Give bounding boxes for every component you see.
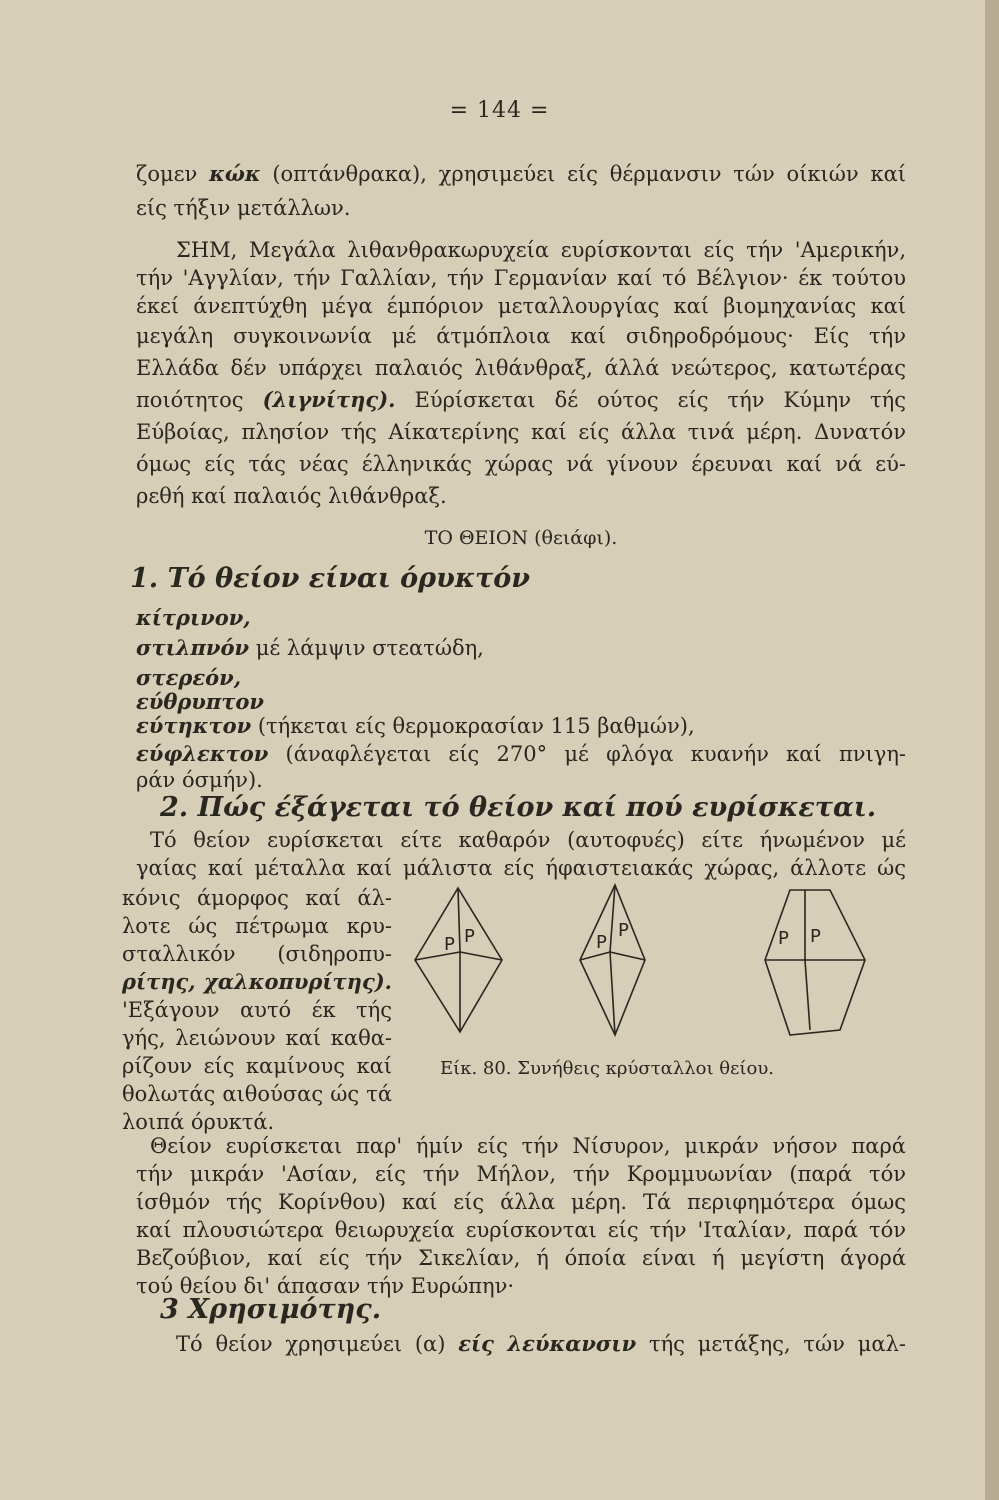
text-line: γής, λειώνουν καί καθα- bbox=[122, 1026, 392, 1050]
crystal-2-edge bbox=[610, 952, 645, 960]
property-line: εύτηκτον (τήκεται είς θερμοκρασίαν 115 βαθμών), bbox=[136, 713, 695, 738]
property-line: ράν όσμήν). bbox=[136, 768, 263, 792]
crystal-1-edge bbox=[458, 888, 460, 952]
property-line: εύθρυπτον bbox=[136, 689, 264, 714]
page-number: = 144 = bbox=[449, 98, 550, 123]
crystal-3-outline bbox=[765, 890, 865, 1035]
section-title: ΤΟ ΘΕΙΟΝ (θειάφι). bbox=[424, 527, 618, 549]
crystal-1-label: P bbox=[444, 934, 455, 955]
text-line: τήν 'Αγγλίαν, τήν Γαλλίαν, τήν Γερμανίαν καί τό Βέλγιον· έκ τούτου bbox=[136, 266, 906, 290]
property-line: εύφλεκτον (άναφλέγεται είς 270° μέ φλόγα κυανήν καί πνιγη- bbox=[136, 741, 906, 766]
text-line: λοτε ώς πέτρωμα κρυ- bbox=[122, 914, 392, 938]
text-line: Ελλάδα δέν υπάρχει παλαιός λιθάνθραξ, άλλά νεώτερος, κατωτέρας bbox=[136, 356, 906, 380]
crystal-3-label: P bbox=[810, 926, 821, 947]
text-line: σταλλικόν (σιδηροπυ- bbox=[122, 942, 392, 966]
text-line: ρεθή καί παλαιός λιθάνθραξ. bbox=[136, 484, 447, 508]
text-line: ίσθμόν τής Κορίνθου) καί είς άλλα μέρη. Τά περιφημότερα όμως bbox=[136, 1190, 906, 1214]
crystal-2-edge bbox=[580, 952, 610, 960]
crystal-drawings bbox=[410, 880, 880, 1040]
property-line: στερεόν, bbox=[136, 665, 241, 690]
crystal-2-label: P bbox=[618, 920, 629, 941]
crystal-figure bbox=[410, 880, 880, 1070]
text-line: μεγάλη συγκοινωνία μέ άτμόπλοια καί σιδηροδρόμους· Είς τήν bbox=[136, 324, 906, 348]
text-line: είς τήξιν μετάλλων. bbox=[136, 196, 351, 220]
text-line: λοιπά όρυκτά. bbox=[122, 1110, 275, 1134]
text-line: καί πλουσιώτερα θειωρυχεία ευρίσκονται είς τήν 'Ιταλίαν, παρά τόν bbox=[136, 1218, 906, 1242]
text-line: ρίζουν είς καμίνους καί bbox=[122, 1054, 392, 1078]
text-line: Θείον ευρίσκεται παρ' ήμίν είς τήν Νίσυρον, μικράν νήσον παρά bbox=[150, 1134, 906, 1158]
heading-3: 3 Χρησιμότης. bbox=[160, 1294, 382, 1325]
text-line: ρίτης, χαλκοπυρίτης). bbox=[122, 969, 392, 994]
text-line: όμως είς τάς νέας έλληνικάς χώρας νά γίνουν έρευναι καί νά εύ- bbox=[136, 452, 906, 476]
page-edge bbox=[985, 0, 999, 1500]
text-line: Βεζούβιον, καί είς τήν Σικελίαν, ή όποία είναι ή μεγίστη άγορά bbox=[136, 1246, 906, 1270]
text-line: γαίας καί μέταλλα καί μάλιστα είς ήφαιστειακάς χώρας, άλλοτε ώς bbox=[136, 856, 906, 880]
text-line: ποιότητος (λιγνίτης). Εύρίσκεται δέ ούτος είς τήν Κύμην τής bbox=[136, 387, 907, 412]
text-line: τού θείου δι' άπασαν τήν Ευρώπην· bbox=[136, 1274, 515, 1298]
text-line: Τό θείον ευρίσκεται είτε καθαρόν (αυτοφυές) είτε ήνωμένον μέ bbox=[150, 828, 906, 852]
property-line: κίτρινον, bbox=[136, 605, 251, 630]
crystal-2-label: P bbox=[596, 932, 607, 953]
crystal-2-outline bbox=[580, 885, 645, 1035]
text-line: κόνις άμορφος καί άλ- bbox=[122, 886, 392, 910]
text-line: ζομεν κώκ (οπτάνθρακα), χρησιμεύει είς θέρμανσιν τών οίκιών καί bbox=[136, 161, 906, 186]
heading-1: 1. Τό θείον είναι όρυκτόν bbox=[130, 563, 531, 594]
crystal-3-label: P bbox=[778, 928, 789, 949]
text-line: Εύβοίας, πλησίον τής Αίκατερίνης καί είς άλλα τινά μέρη. Δυνατόν bbox=[136, 420, 906, 444]
text-line: έκεί άνεπτύχθη μέγα έμπόριον μεταλλουργίας καί βιομηχανίας καί bbox=[136, 294, 906, 318]
crystal-2-edge bbox=[610, 952, 615, 1035]
heading-2: 2. Πώς έξάγεται τό θείον καί πού ευρίσκεται. bbox=[160, 792, 877, 823]
text-line: θολωτάς αιθούσας ώς τά bbox=[122, 1082, 392, 1106]
crystal-1-label: P bbox=[464, 926, 475, 947]
crystal-1-edge bbox=[460, 952, 502, 960]
text-line: τήν μικράν 'Ασίαν, είς τήν Μήλον, τήν Κρομμυωνίαν (παρά τόν bbox=[136, 1162, 906, 1186]
crystal-3-edge bbox=[805, 960, 810, 1030]
text-line: Τό θείον χρησιμεύει (α) είς λεύκανσιν τής μετάξης, τών μαλ- bbox=[176, 1331, 906, 1356]
text-line: ΣΗΜ, Μεγάλα λιθανθρακωρυχεία ευρίσκονται είς τήν 'Αμερικήν, bbox=[176, 238, 906, 262]
figure-caption: Είκ. 80. Συνήθεις κρύσταλλοι θείου. bbox=[440, 1058, 774, 1079]
property-line: στιλπνόν μέ λάμψιν στεατώδη, bbox=[136, 635, 484, 660]
text-line: 'Εξάγουν αυτό έκ τής bbox=[122, 998, 392, 1022]
